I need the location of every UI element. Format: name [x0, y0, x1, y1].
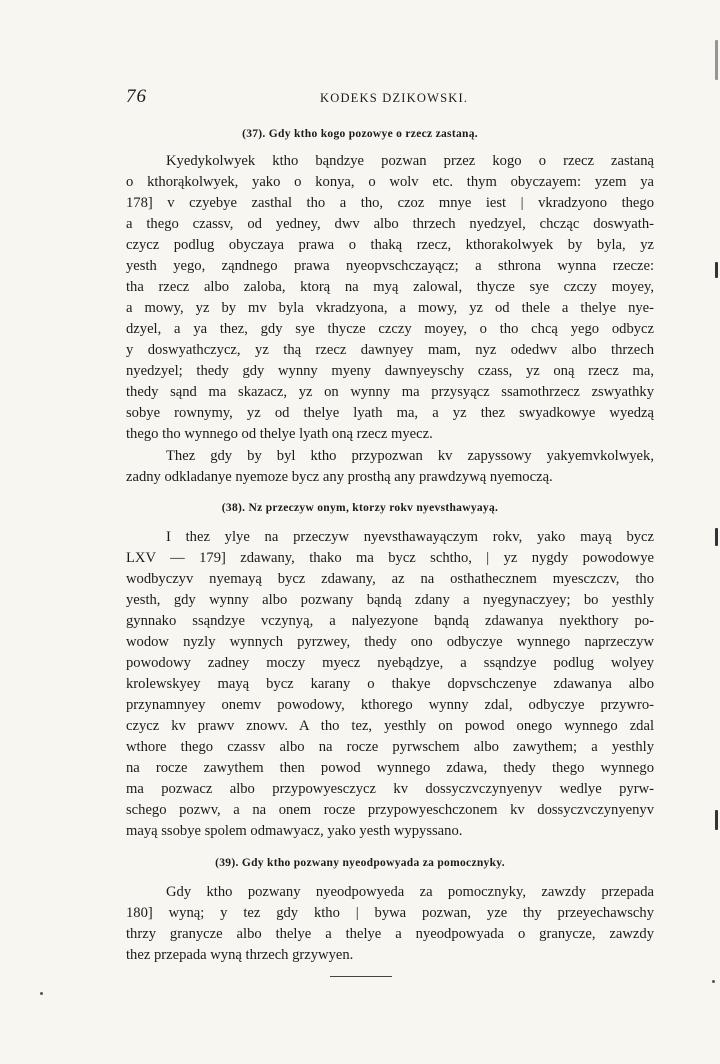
running-title: KODEKS DZIKOWSKI.: [320, 91, 469, 105]
text-line: yesth, gdy wynny albo pozwany bąndą zdany a nyegynaczyey; bo yesthly: [126, 592, 654, 608]
text-line: powodowy zadney moczy myecz nyebądzye, a ssąndzye podlug wolyey: [126, 655, 654, 671]
text-line: przynamnyey onemv powodowy, kthorego wynny zdal, odbyczye przywro-: [126, 697, 654, 713]
section-title: Gdy ktho kogo pozowye o rzecz zastaną.: [268, 128, 478, 140]
text-line: thrzy granycze albo thelye a thelye a nyeodpowyada o granycze, zawzdy: [126, 926, 654, 942]
scan-speck: [40, 992, 43, 995]
section-title: Gdy ktho pozwany nyeodpowyada za pomocznyky.: [241, 857, 505, 869]
text-line: y doswyathczycz, yz thą rzecz dawnyey mam, nyz odedwv albo thrzech: [126, 342, 654, 358]
text-line: I thez ylye na przeczyw nyevsthawayączym rokv, yako mayą bycz: [166, 529, 654, 545]
scan-speck: [712, 980, 715, 983]
text-line: czycz podlug obyczaya prawa o thaką rzecz, kthorakolwyek by byla, yz: [126, 237, 654, 253]
text-line: Thez gdy by byl ktho przypozwan kv zapyssowy yakyemvkolwyek,: [166, 448, 654, 464]
text-line: schego pozwv, a na onem rocze przypowyeschczonem kv dossyczvczynyenyv: [126, 802, 654, 818]
scan-edge-mark: [715, 262, 718, 278]
text-line: 180] wyną; y tez gdy ktho | bywa pozwan, yze thy przeyechawschy: [126, 905, 654, 921]
text-line: thego tho wynnego od thelye lyath oną rzecz myecz.: [126, 426, 433, 442]
text-line: gynnako ssąndzye vczynyą, a nalyezyone bąndą zdawanya nyekthory po-: [126, 613, 654, 629]
text-line: na rocze zawythem then powod wynnego zdawa, thedy thego wynnego: [126, 760, 654, 776]
text-line: 178] v czyebye zasthal tho a tho, czoz mnye iest | vkradzyono thego: [126, 195, 654, 211]
text-line: sobye rownymy, yz od thelye lyath ma, a yz thez swyadkowye wyedzą: [126, 405, 654, 421]
section-number: (38).: [221, 502, 246, 514]
text-line: yesth yego, ząndnego prawa nyeopvschczayącz; a sthrona wynna rzecze:: [126, 258, 654, 274]
text-line: krolewskyey mayą bycz karany o thakye dopvschczenye zdawanya albo: [126, 676, 654, 692]
text-line: o kthorąkolwyek, yako o konya, o wolv etc. thym obyczayem: yzem ya: [126, 174, 654, 190]
section-heading: [0, 857, 720, 869]
text-line: wodbyczyv nyemayą bycz zdawany, az na osthathecznem myesczczv, tho: [126, 571, 654, 587]
text-line: wodow nyzly wynnych pyrzwey, thedy ono odbyczye wynnego naprzeczyw: [126, 634, 654, 650]
text-line: wthore thego czassv albo na rocze pyrwschem albo zawythem; a yesthly: [126, 739, 654, 755]
text-line: Gdy ktho pozwany nyeodpowyeda za pomocznyky, zawzdy przepada: [166, 884, 654, 900]
section-heading: [0, 128, 720, 140]
text-line: tha rzecz albo zaloba, ktorą na myą zalowal, thycze sye czczy moyey,: [126, 279, 654, 295]
end-rule: [330, 976, 392, 977]
text-line: LXV — 179] zdawany, thako ma bycz schtho, | yz nygdy powodowye: [126, 550, 654, 566]
scan-edge-mark: [715, 528, 718, 546]
text-line: dzyel, a ya thez, gdy sye thycze czczy moyey, o tho chcą yego odbycz: [126, 321, 654, 337]
text-line: thez przepada wyną thrzech grzywyen.: [126, 947, 354, 963]
text-line: czycz kv prawv znowv. A tho tez, yesthly on powod onego wynnego zdal: [126, 718, 654, 734]
scan-edge-mark: [715, 810, 718, 830]
page-number: 76: [126, 86, 147, 107]
section-number: (37).: [242, 128, 266, 140]
scan-edge-mark: [715, 40, 718, 80]
section-heading: [0, 502, 720, 514]
text-line: ma pozwacz albo przypowyesczycz kv dossyczvczynyenyv wedlye pyrw-: [126, 781, 654, 797]
text-line: nyedzyel; thedy gdy wynny myeny dawnyeyschy czass, yz oną rzecz ma,: [126, 363, 654, 379]
section-number: (39).: [215, 857, 239, 869]
text-line: a mowy, yz by mv byla vkradzyona, a mowy, yz od thele a thelye nye-: [126, 300, 654, 316]
text-line: thedy sąnd ma skazacz, yz on wynny ma przysyącz ssamothrzecz zswyathky: [126, 384, 654, 400]
section-title: Nz przeczyw onym, ktorzy rokv nyevsthawyayą.: [248, 502, 499, 514]
text-line: mayą ssobye spolem odmawyacz, yako yesth wypyssano.: [126, 823, 463, 839]
text-line: a thego czassv, od yedney, dwv albo thrzech nyedzyel, chcząc doswyath-: [126, 216, 654, 232]
text-line: zadny odkladanye nyemoze bycz any prosthą any prawdzywą nyemoczą.: [126, 469, 553, 485]
text-line: Kyedykolwyek ktho bąndzye pozwan przez kogo o rzecz zastaną: [166, 153, 654, 169]
